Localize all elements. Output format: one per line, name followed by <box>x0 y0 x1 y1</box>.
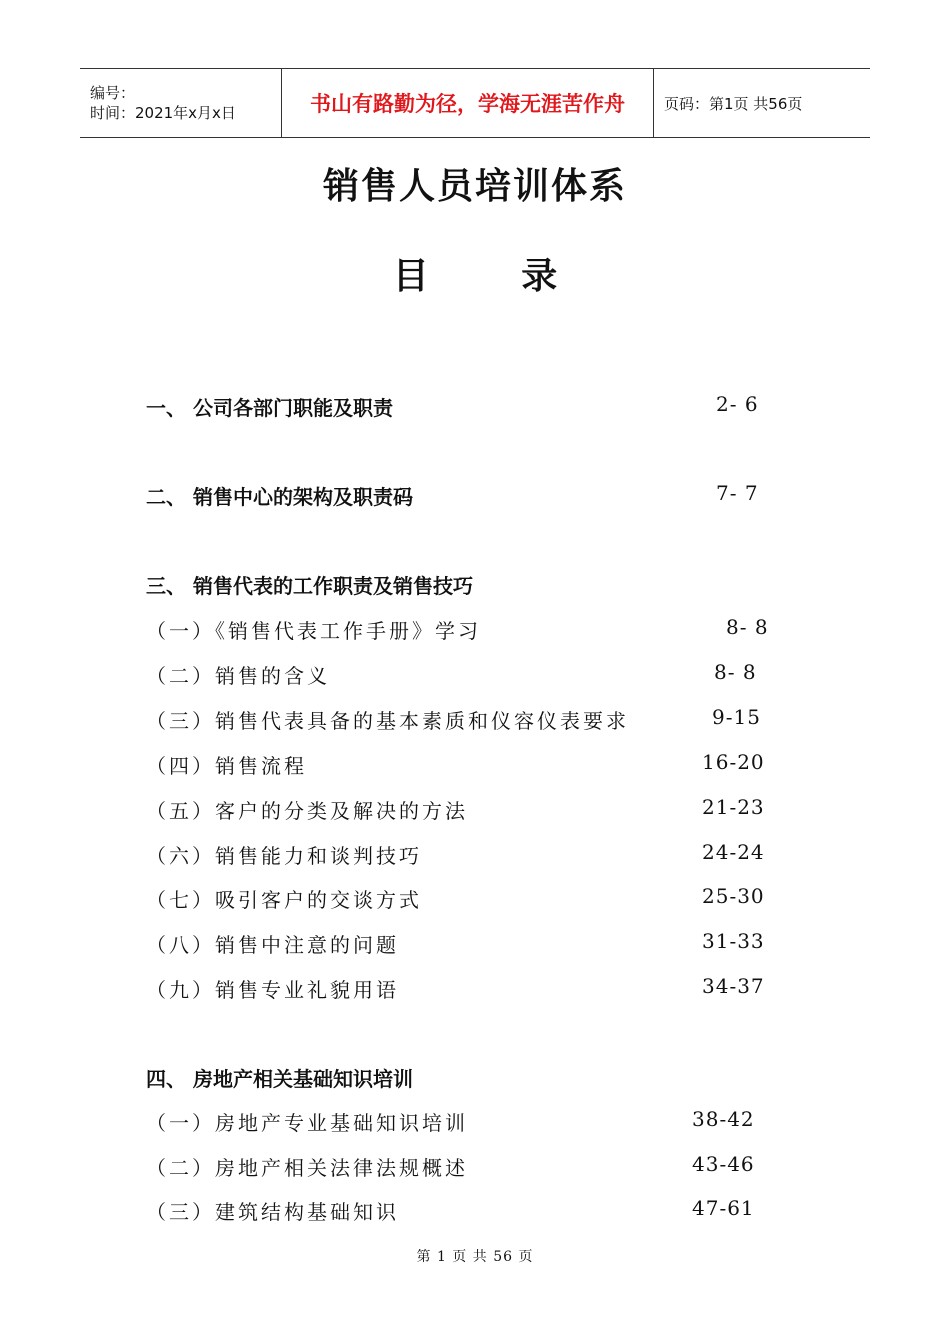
toc-entry-pages: 8- 8 <box>714 660 757 684</box>
toc-entry[interactable] <box>0 1107 950 1137</box>
toc-entry[interactable] <box>0 1063 950 1093</box>
toc-entry[interactable] <box>0 615 950 645</box>
toc-entry-pages: 8- 8 <box>726 615 769 639</box>
toc-entry-pages: 24-24 <box>702 840 765 864</box>
toc-entry-label: 一、 公司各部门职能及职责 <box>146 396 393 420</box>
toc-entry[interactable] <box>0 750 950 780</box>
number-label: 编号： <box>90 84 136 102</box>
header-page-cell <box>654 69 870 137</box>
toc-entry[interactable] <box>0 392 950 422</box>
toc-entry[interactable] <box>0 570 950 600</box>
header-motto-cell <box>282 69 654 137</box>
document-title: 销售人员培训体系 <box>322 166 627 207</box>
toc-entry-label: 四、 房地产相关基础知识培训 <box>146 1067 413 1091</box>
header-left-cell <box>80 69 282 137</box>
time-label: 时间：2021年x月x日 <box>90 104 236 122</box>
toc-entry-pages: 47-61 <box>692 1196 755 1220</box>
toc-entry-label: （二）销售的含义 <box>146 664 330 688</box>
toc-entry[interactable] <box>0 840 950 870</box>
toc-entry[interactable] <box>0 660 950 690</box>
toc-entry-pages: 7- 7 <box>716 481 759 505</box>
toc-entry-label: （三）销售代表具备的基本素质和仪容仪表要求 <box>146 709 629 733</box>
toc-entry-pages: 21-23 <box>702 795 765 819</box>
toc-entry-pages: 43-46 <box>692 1152 755 1176</box>
header-table <box>80 68 870 138</box>
toc-entry-label: （一）房地产专业基础知识培训 <box>146 1111 468 1135</box>
toc-entry-label: 二、 销售中心的架构及职责码 <box>146 485 413 509</box>
toc-entry-label: （七）吸引客户的交谈方式 <box>146 888 422 912</box>
toc-entry-label: （一）《销售代表工作手册》学习 <box>146 619 481 643</box>
toc-entry-pages: 34-37 <box>702 974 765 998</box>
toc-entry-label: 三、 销售代表的工作职责及销售技巧 <box>146 574 473 598</box>
toc-entry-label: （二）房地产相关法律法规概述 <box>146 1156 468 1180</box>
toc-entry-label: （三）建筑结构基础知识 <box>146 1200 399 1224</box>
toc-entry-label: （六）销售能力和谈判技巧 <box>146 844 422 868</box>
toc-entry-pages: 31-33 <box>702 929 765 953</box>
toc-entry[interactable] <box>0 481 950 511</box>
toc-entry-label: （五）客户的分类及解决的方法 <box>146 799 468 823</box>
toc-entry[interactable] <box>0 1152 950 1182</box>
motto-text: 书山有路勤为径，学海无涯苦作舟 <box>310 92 625 116</box>
toc-entry-pages: 2- 6 <box>716 392 759 416</box>
page-footer: 第 1 页 共 56 页 <box>416 1249 534 1265</box>
toc-entry-pages: 16-20 <box>702 750 765 774</box>
toc-entry[interactable] <box>0 705 950 735</box>
toc-entry-pages: 38-42 <box>692 1107 755 1131</box>
page-info: 页码：第1页 共56页 <box>664 94 803 113</box>
toc-entry[interactable] <box>0 929 950 959</box>
toc-entry-pages: 25-30 <box>702 884 765 908</box>
toc-entry[interactable] <box>0 1196 950 1226</box>
toc-entry-pages: 9-15 <box>712 705 761 729</box>
toc-entry[interactable] <box>0 884 950 914</box>
toc-entry-label: （九）销售专业礼貌用语 <box>146 978 399 1002</box>
toc-entry[interactable] <box>0 974 950 1004</box>
toc-heading: 目 录 <box>392 256 598 297</box>
toc-entry[interactable] <box>0 795 950 825</box>
toc-entry-label: （八）销售中注意的问题 <box>146 933 399 957</box>
toc-entry-label: （四）销售流程 <box>146 754 307 778</box>
